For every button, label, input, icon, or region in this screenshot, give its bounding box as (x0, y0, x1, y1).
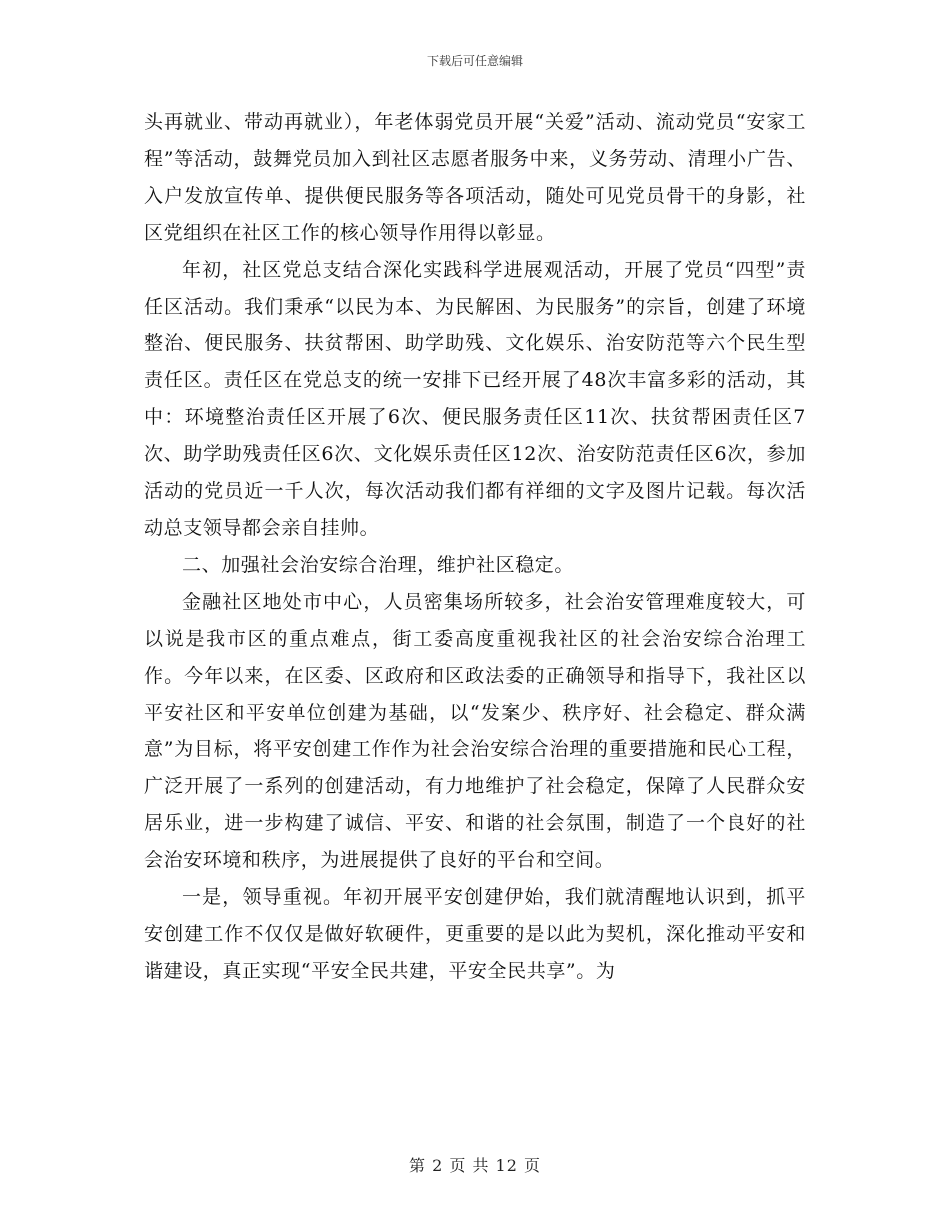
page-header: 下载后可任意编辑 (426, 54, 523, 68)
paragraph-responsibility-zones: 年初，社区党总支结合深化实践科学进展观活动，开展了党员“四型”责任区活动。我们秉承“以民为本、为民解困、为民服务”的宗旨，创建了环境整治、便民服务、扶贫帮困、助学助残、文化娱乐、治安防范等六个民生型责任区。责任区在党总支的统一安排下已经开展了48次丰富多彩的活动，其中：环境整治责任区开展了6次、便民服务责任区11次、扶贫帮困责任区7次、助学助残责任区6次、文化娱乐责任区12次、治安防范责任区6次，参加活动的党员近一千人次，每次活动我们都有祥细的文字及图片记载。每次活动总支领导都会亲自挂帅。 (144, 258, 806, 539)
document-body (144, 104, 806, 990)
page-number-footer: 第 2 页 共 12 页 (409, 1156, 541, 1175)
paragraph-security-overview: 金融社区地处市中心，人员密集场所较多，社会治安管理难度较大，可以说是我市区的重点难点，街工委高度重视我社区的社会治安综合治理工作。今年以来，在区委、区政府和区政法委的正确领导和指导下，我社区以平安社区和平安单位创建为基础，以“发案少、秩序好、社会稳定、群众满意”为目标，将平安创建工作作为社会治安综合治理的重要措施和民心工程，广泛开展了一系列的创建活动，有力地维护了社会稳定，保障了人民群众安居乐业，进一步构建了诚信、平安、和谐的社会氛围，制造了一个良好的社会治安环境和秩序，为进展提供了良好的平台和空间。 (144, 590, 806, 872)
paragraph-leadership: 一是，领导重视。年初开展平安创建伊始，我们就清醒地认识到，抓平安创建工作不仅仅是做好软硬件，更重要的是以此为契机，深化推动平安和谐建设，真正实现“平安全民共建，平安全民共享”。为 (144, 886, 806, 982)
section-heading-public-security: 二、加强社会治安综合治理，维护社区稳定。 (182, 553, 575, 576)
paragraph-continuation: 头再就业、带动再就业），年老体弱党员开展“关爱”活动、流动党员“安家工程”等活动，鼓舞党员加入到社区志愿者服务中来，义务劳动、清理小广告、入户发放宣传单、提供便民服务等各项活动，随处可见党员骨干的身影，社区党组织在社区工作的核心领导作用得以彰显。 (144, 111, 806, 244)
